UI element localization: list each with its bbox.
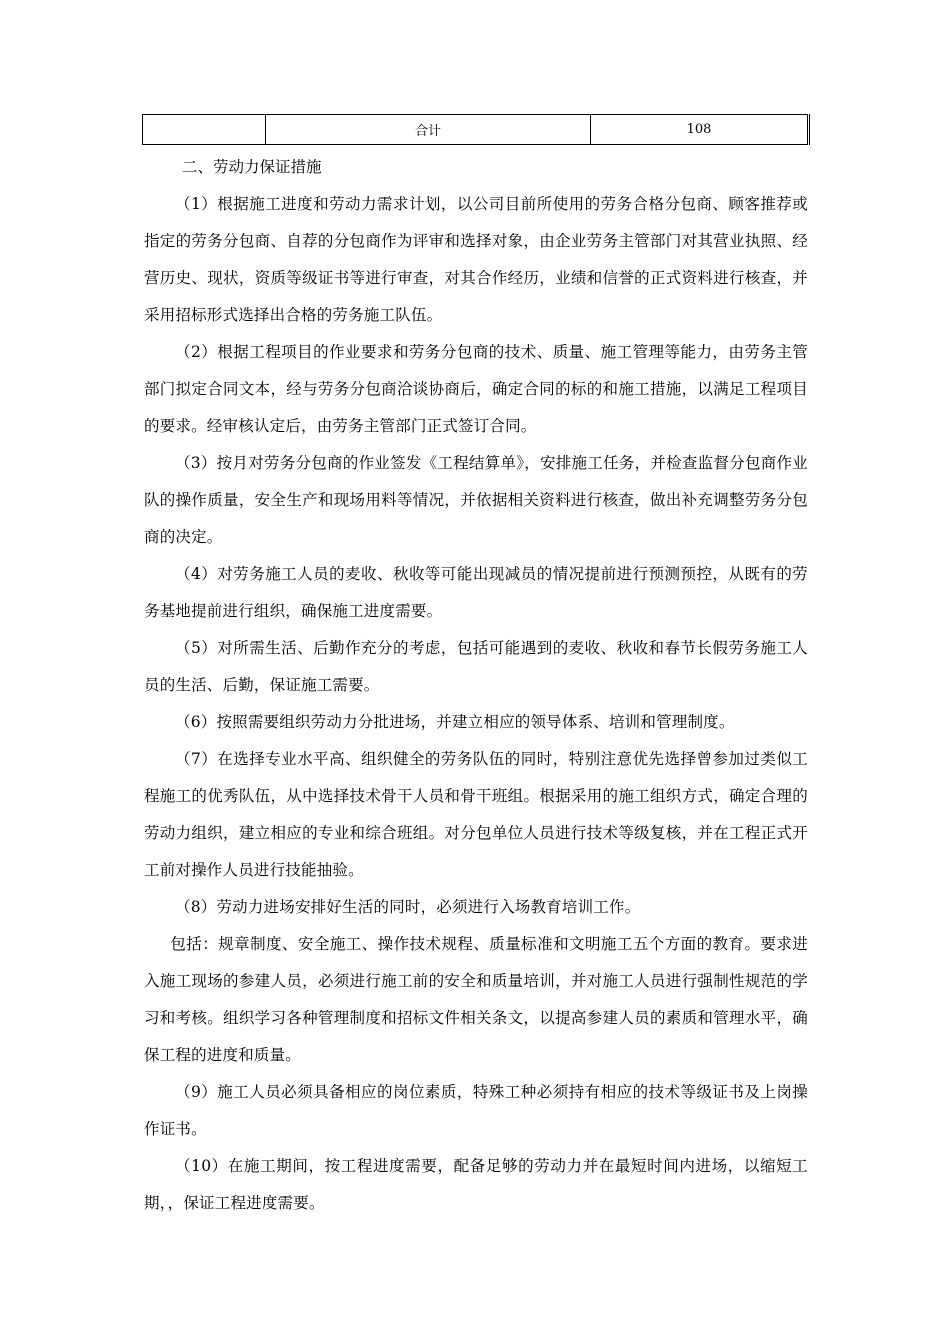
paragraph-9: 包括：规章制度、安全施工、操作技术规程、质量标准和文明施工五个方面的教育。要求进入施工现场的参建人员，必须进行施工前的安全和质量培训，并对施工人员进行强制性规范的学习和考核。组织学习各种管理制度和招标文件相关条文，以提高参建人员的素质和管理水平，确保工程的进度和质量。 bbox=[144, 935, 808, 1064]
paragraph-8: （8）劳动力进场安排好生活的同时，必须进行入场教育培训工作。 bbox=[175, 898, 641, 916]
paragraph-3: （3）按月对劳务分包商的作业签发《工程结算单》，安排施工任务，并检查监督分包商作业队的操作质量，安全生产和现场用料等情况，并依据相关资料进行核查，做出补充调整劳务分包商的决定。 bbox=[144, 454, 808, 546]
paragraph-5: （5）对所需生活、后勤作充分的考虑，包括可能遇到的麦收、秋收和春节长假劳务施工人员的生活、后勤，保证施工需要。 bbox=[144, 639, 808, 694]
summary-table bbox=[142, 114, 810, 145]
paragraph-2: （2）根据工程项目的作业要求和劳务分包商的技术、质量、施工管理等能力，由劳务主管部门拟定合同文本，经与劳务分包商洽谈协商后，确定合同的标的和施工措施，以满足工程项目的要求。经审核认定后，由劳务主管部门正式签订合同。 bbox=[144, 343, 808, 435]
paragraph-1: （1）根据施工进度和劳动力需求计划，以公司目前所使用的劳务合格分包商、顾客推荐或指定的劳务分包商、自荐的分包商作为评审和选择对象，由企业劳务主管部门对其营业执照、经营历史、现状，资质等级证书等进行审查，对其合作经历，业绩和信誉的正式资料进行核查，并采用招标形式选择出合格的劳务施工队伍。 bbox=[144, 195, 808, 324]
table-cell-empty bbox=[143, 115, 266, 145]
section-heading: 二、劳动力保证措施 bbox=[182, 158, 322, 176]
paragraph-10: （9）施工人员必须具备相应的岗位素质，特殊工种必须持有相应的技术等级证书及上岗操作证书。 bbox=[144, 1083, 808, 1138]
paragraph-4: （4）对劳务施工人员的麦收、秋收等可能出现减员的情况提前进行预测预控，从既有的劳务基地提前进行组织，确保施工进度需要。 bbox=[144, 565, 808, 620]
paragraph-11: （10）在施工期间，按工程进度需要，配备足够的劳动力并在最短时间内进场，以缩短工期，，保证工程进度需要。 bbox=[144, 1157, 808, 1212]
table-cell-total-value: 108 bbox=[591, 115, 809, 145]
table-row bbox=[143, 115, 809, 145]
table-cell-total-label: 合计 bbox=[266, 115, 591, 145]
paragraph-6: （6）按照需要组织劳动力分批进场，并建立相应的领导体系、培训和管理制度。 bbox=[175, 713, 735, 731]
paragraph-7: （7）在选择专业水平高、组织健全的劳务队伍的同时，特别注意优先选择曾参加过类似工程施工的优秀队伍，从中选择技术骨干人员和骨干班组。根据采用的施工组织方式，确定合理的劳动力组织，建立相应的专业和综合班组。对分包单位人员进行技术等级复核，并在工程正式开工前对操作人员进行技能抽验。 bbox=[144, 750, 808, 879]
